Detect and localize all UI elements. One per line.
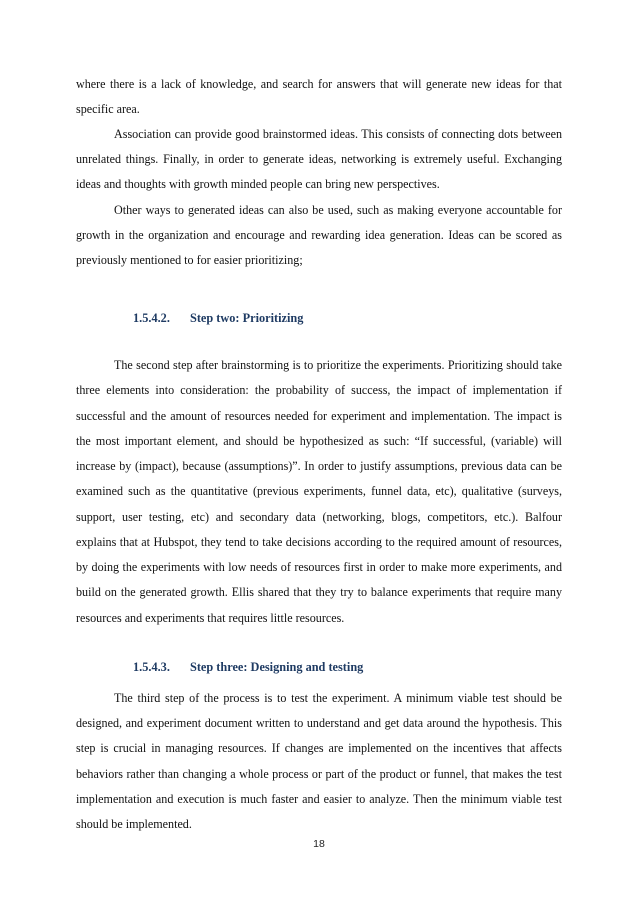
section-number: 1.5.4.3. [133, 660, 170, 674]
section-number: 1.5.4.2. [133, 311, 170, 325]
paragraph-5: The third step of the process is to test the experiment. A minimum viable test should be designed, and experiment document written to understand and get data around the hypothesis. This step is crucial in managing resources. If changes are implemented on the incentives that affects behaviors rather than changing a whole process or part of the product or funnel, that makes the test implementation and execution is much faster and easier to analyze. Then the minimum viable test should be implemented. [76, 691, 562, 832]
paragraph-2: Association can provide good brainstormed ideas. This consists of connecting dots between unrelated things. Finally, in order to generate ideas, networking is extremely useful. Exchanging ideas and thoughts with growth minded people can bring new perspectives. [76, 127, 562, 192]
section-title: Step three: Designing and testing [190, 660, 364, 674]
paragraph-1: where there is a lack of knowledge, and search for answers that will generate new ideas for that specific area. [76, 77, 562, 117]
paragraph-4: The second step after brainstorming is to prioritize the experiments. Prioritizing should take three elements into consideration: the probability of success, the impact of implementation if successful and the amount of resources needed for experiment and implementation. The impact is the most important element, and should be hypothesized as such: “If successful, (variable) will increase by (impact), because (assumptions)”. In order to justify assumptions, previous data can be examined such as the quantitative (previous experiments, funnel data, etc), qualitative (surveys, support, user testing, etc) and secondary data (networking, blogs, competitors, etc.). Balfour explains that at Hubspot, they tend to take decisions according to the required amount of resources, by doing the experiments with low needs of resources first in order to make more experiments, and build on the generated growth. Ellis shared that they try to balance experiments that require many resources and experiments that requires little resources. [76, 358, 562, 625]
paragraph-3: Other ways to generated ideas can also be used, such as making everyone accountable for growth in the organization and encourage and rewarding idea generation. Ideas can be scored as previously mentioned to for easier prioritizing; [76, 203, 562, 268]
paragraph-prioritizing [76, 353, 562, 631]
paragraph-designing-testing [76, 686, 562, 837]
section-heading-designing-testing [133, 660, 363, 675]
paragraph-continuation [76, 72, 562, 122]
paragraph-association [76, 122, 562, 198]
page-number: 18 [313, 838, 325, 850]
section-title: Step two: Prioritizing [190, 311, 304, 325]
section-heading-prioritizing [133, 311, 303, 326]
paragraph-other-ways [76, 198, 562, 274]
